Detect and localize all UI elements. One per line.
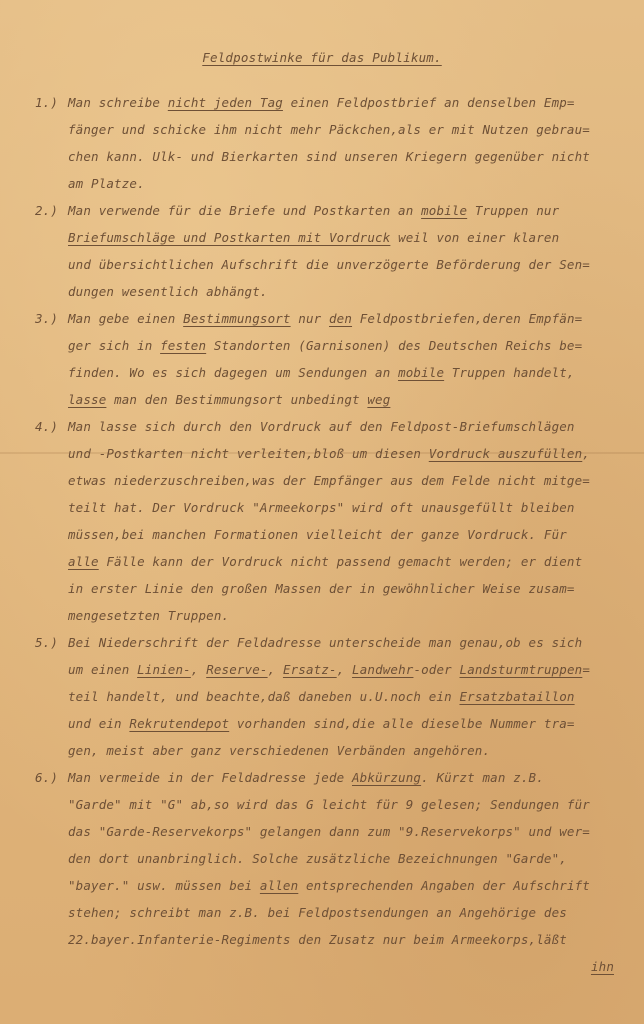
underlined-text: mobile bbox=[421, 203, 468, 218]
text-segment: Standorten (Garnisonen) des Deutschen Reichs be= bbox=[206, 338, 583, 353]
text-line bbox=[0, 899, 644, 926]
underlined-text: nicht jeden Tag bbox=[167, 95, 283, 110]
text-segment: und ein bbox=[68, 716, 130, 731]
text-line bbox=[0, 332, 644, 359]
text-line bbox=[0, 278, 644, 305]
text-segment: fänger und schicke ihm nicht mehr Päckchen,als er mit Nutzen gebrau= bbox=[68, 122, 590, 137]
text-segment: um einen bbox=[68, 662, 138, 677]
text-line bbox=[0, 818, 644, 845]
text-segment: "Garde" mit "G" ab,so wird das G leicht für 9 gelesen; Sendungen für bbox=[68, 797, 590, 812]
text-segment: und -Postkarten nicht verleiten,bloß um diesen bbox=[68, 446, 429, 461]
text-segment: einen Feldpostbrief an denselben Emp= bbox=[282, 95, 575, 110]
text-segment: Fälle kann der Vordruck nicht passend gemacht werden; er dient bbox=[98, 554, 583, 569]
text-segment: Man gebe einen bbox=[68, 311, 184, 326]
text-segment: Man schreibe bbox=[68, 95, 168, 110]
text-segment: mengesetzten Truppen. bbox=[68, 608, 230, 623]
text-segment: , bbox=[190, 662, 207, 677]
text-line bbox=[0, 89, 644, 116]
list-item bbox=[0, 764, 644, 953]
text-segment: Man lasse sich durch den Vordruck auf den Feldpost-Briefumschlägen bbox=[68, 419, 575, 434]
underlined-text: mobile bbox=[398, 365, 445, 380]
underlined-text: Reserve- bbox=[206, 662, 268, 677]
text-line bbox=[0, 845, 644, 872]
text-segment: nur bbox=[290, 311, 329, 326]
text-line bbox=[0, 791, 644, 818]
text-line bbox=[0, 359, 644, 386]
text-segment: Bei Niederschrift der Feldadresse unterscheide man genau,ob es sich bbox=[68, 635, 583, 650]
text-segment: stehen; schreibt man z.B. bei Feldpostsendungen an Angehörige des bbox=[68, 905, 567, 920]
catchword bbox=[0, 953, 644, 980]
text-line bbox=[0, 170, 644, 197]
underlined-text: lasse bbox=[68, 392, 107, 407]
underlined-text: Abkürzung bbox=[352, 770, 422, 785]
item-number: 5.) bbox=[35, 635, 59, 650]
list-item bbox=[0, 629, 644, 764]
text-line bbox=[0, 494, 644, 521]
underlined-text: Linien- bbox=[137, 662, 191, 677]
text-line bbox=[0, 683, 644, 710]
item-number: 4.) bbox=[35, 419, 59, 434]
text-line bbox=[0, 197, 644, 224]
text-line bbox=[0, 629, 644, 656]
text-segment: entsprechenden Angaben der Aufschrift bbox=[298, 878, 590, 893]
text-segment: man den Bestimmungsort unbedingt bbox=[106, 392, 368, 407]
text-segment: Feldpostbriefen,deren Empfän= bbox=[352, 311, 583, 326]
list-item bbox=[0, 305, 644, 413]
text-line bbox=[0, 710, 644, 737]
underlined-text: alle bbox=[68, 554, 99, 569]
underlined-text: Ersatzbataillon bbox=[459, 689, 575, 704]
document-title-text: Feldpostwinke für das Publikum. bbox=[202, 50, 442, 65]
text-segment: Man vermeide in der Feldadresse jede bbox=[68, 770, 352, 785]
underlined-text: den bbox=[329, 311, 353, 326]
underlined-text: weg bbox=[367, 392, 391, 407]
text-line bbox=[0, 116, 644, 143]
list-item bbox=[0, 89, 644, 197]
underlined-text: Landwehr bbox=[352, 662, 414, 677]
text-segment: Truppen nur bbox=[467, 203, 560, 218]
item-number: 6.) bbox=[35, 770, 59, 785]
text-line bbox=[0, 386, 644, 413]
text-line bbox=[0, 467, 644, 494]
text-segment: 22.bayer.Infanterie-Regiments den Zusatz nur beim Armeekorps,läßt bbox=[68, 932, 567, 947]
text-line bbox=[0, 548, 644, 575]
item-number: 3.) bbox=[35, 311, 59, 326]
underlined-text: festen bbox=[160, 338, 207, 353]
text-line bbox=[0, 521, 644, 548]
item-number: 2.) bbox=[35, 203, 59, 218]
underlined-text: Landsturmtruppen bbox=[459, 662, 583, 677]
text-line bbox=[0, 737, 644, 764]
text-segment: . Kürzt man z.B. bbox=[421, 770, 544, 785]
underlined-text: Rekrutendepot bbox=[129, 716, 230, 731]
text-segment: teilt hat. Der Vordruck "Armeekorps" wird oft unausgefüllt bleiben bbox=[68, 500, 575, 515]
text-segment: das "Garde-Reservekorps" gelangen dann zum "9.Reservekorps" und wer= bbox=[68, 824, 590, 839]
text-segment: am Platze. bbox=[68, 176, 145, 191]
text-segment: , bbox=[336, 662, 353, 677]
underlined-text: allen bbox=[259, 878, 299, 893]
text-line bbox=[0, 224, 644, 251]
text-line bbox=[0, 440, 644, 467]
text-line bbox=[0, 602, 644, 629]
underlined-text: Bestimmungsort bbox=[183, 311, 291, 326]
list-item bbox=[0, 413, 644, 629]
text-segment: vorhanden sind,die alle dieselbe Nummer tra= bbox=[229, 716, 575, 731]
text-line bbox=[0, 926, 644, 953]
text-segment: gen, meist aber ganz verschiedenen Verbänden angehören. bbox=[68, 743, 491, 758]
text-line bbox=[0, 305, 644, 332]
text-segment: den dort unanbringlich. Solche zusätzliche Bezeichnungen "Garde", bbox=[68, 851, 567, 866]
text-segment: chen kann. Ulk- und Bierkarten sind unseren Kriegern gegenüber nicht bbox=[68, 149, 590, 164]
text-segment: -oder bbox=[413, 662, 460, 677]
text-segment: = bbox=[582, 662, 591, 677]
text-segment: Truppen handelt, bbox=[444, 365, 575, 380]
text-line bbox=[0, 872, 644, 899]
text-segment: , bbox=[582, 446, 590, 461]
text-line bbox=[0, 575, 644, 602]
text-segment: finden. Wo es sich dagegen um Sendungen an bbox=[68, 365, 399, 380]
underlined-text: Vordruck auszufüllen bbox=[428, 446, 583, 461]
text-segment: ger sich in bbox=[68, 338, 161, 353]
text-line bbox=[0, 764, 644, 791]
document-title bbox=[0, 50, 644, 65]
text-segment: teil handelt, und beachte,daß daneben u.U.noch ein bbox=[68, 689, 460, 704]
text-line bbox=[0, 251, 644, 278]
text-segment: müssen,bei manchen Formationen vielleicht der ganze Vordruck. Für bbox=[68, 527, 567, 542]
text-line bbox=[0, 143, 644, 170]
item-list bbox=[0, 89, 644, 980]
underlined-text: Ersatz- bbox=[282, 662, 337, 677]
list-item bbox=[0, 197, 644, 305]
text-segment: und übersichtlichen Aufschrift die unverzögerte Beförderung der Sen= bbox=[68, 257, 590, 272]
text-segment: "bayer." usw. müssen bei bbox=[68, 878, 260, 893]
text-segment: dungen wesentlich abhängt. bbox=[68, 284, 268, 299]
text-segment: etwas niederzuschreiben,was der Empfänger aus dem Felde nicht mitge= bbox=[68, 473, 590, 488]
item-number: 1.) bbox=[35, 95, 59, 110]
text-line bbox=[0, 656, 644, 683]
text-segment: weil von einer klaren bbox=[390, 230, 560, 245]
text-segment: , bbox=[267, 662, 283, 677]
text-line bbox=[0, 413, 644, 440]
catchword-text: ihn bbox=[590, 959, 614, 974]
text-segment: in erster Linie den großen Massen der in gewöhnlicher Weise zusam= bbox=[68, 581, 575, 596]
text-segment: Man verwende für die Briefe und Postkarten an bbox=[68, 203, 422, 218]
underlined-text: Briefumschläge und Postkarten mit Vordruck bbox=[68, 230, 391, 245]
